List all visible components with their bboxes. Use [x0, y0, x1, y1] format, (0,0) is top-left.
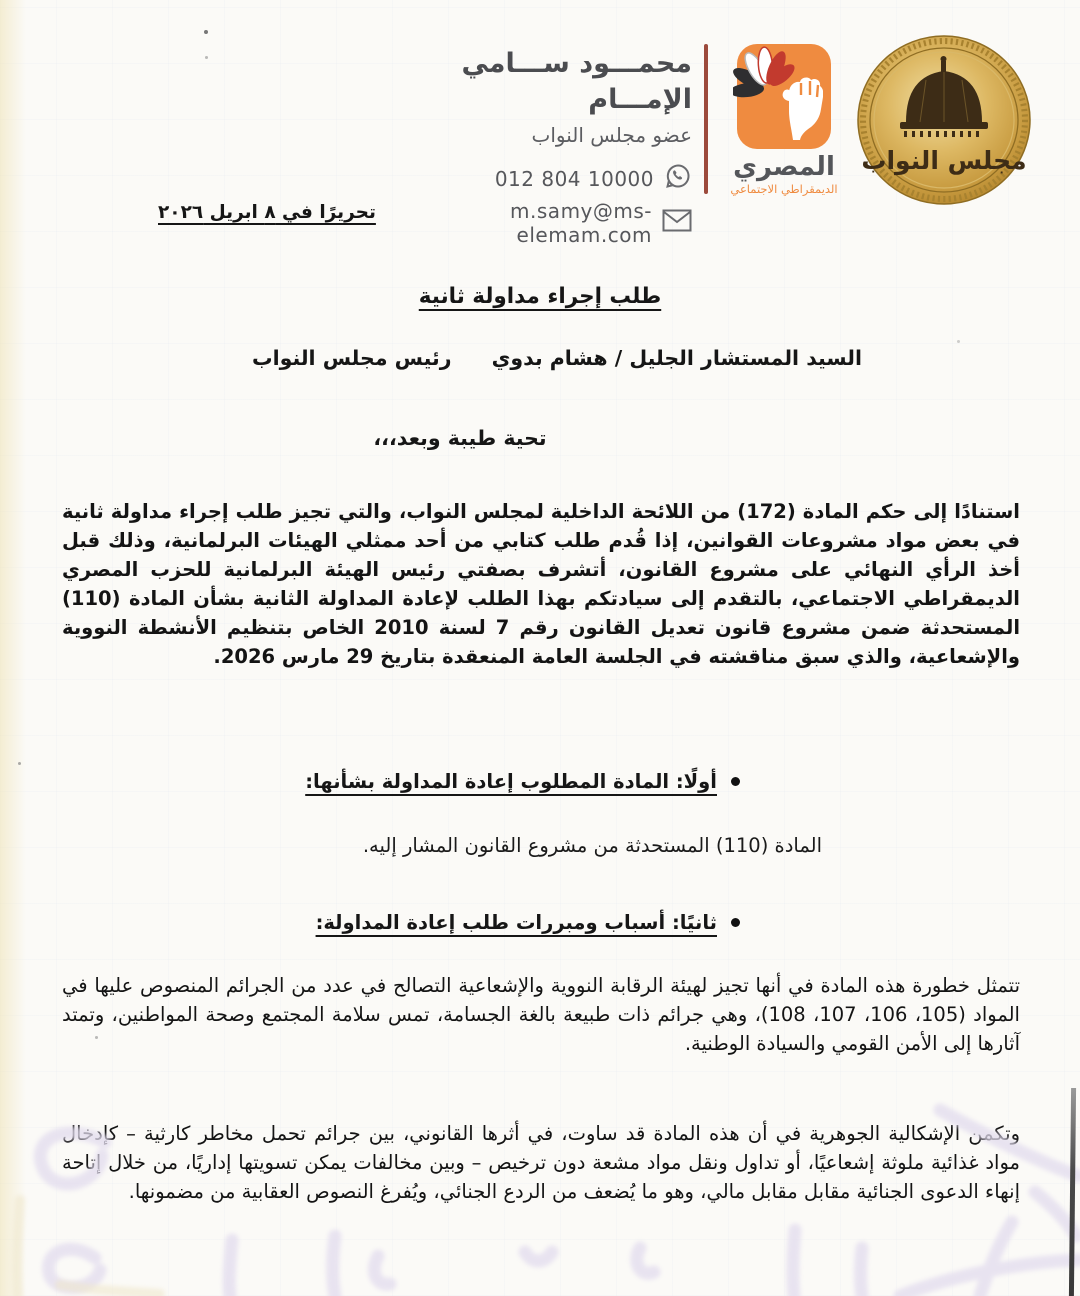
scan-speck — [957, 340, 960, 343]
party-name: المصري — [733, 152, 835, 182]
date-line: تحريرًا في ٨ ابريل ٢٠٢٦ — [158, 202, 376, 223]
letterhead-divider-line — [704, 44, 708, 194]
section-2-paragraph-1: تتمثل خطورة هذه المادة في أنها تجيز لهيئة الرقابة النووية والإشعاعية التصالح في عدد من الجرائم المنصوص عليها في المواد (105، 106، 107، 108)، وهي جرائم ذات طبيعة بالغة الجسامة، تمس سلامة المجتمع وصحة المواطنين، وتمتد آثارها إلى الأمن القومي والسيادة الوطنية. — [62, 974, 1020, 1055]
phone-row — [495, 162, 692, 195]
greeting-line: تحية طيبة وبعد،،، — [373, 426, 547, 450]
scan-page-edge-shadow — [1069, 1088, 1076, 1296]
recipient-name: السيد المستشار الجليل / هشام بدوي — [491, 346, 862, 370]
party-subtitle: الديمقراطي الاجتماعي — [730, 182, 838, 196]
whatsapp-icon — [664, 162, 692, 195]
scan-speck — [18, 762, 21, 765]
scan-speck — [205, 56, 208, 59]
letterhead-member-block — [380, 46, 692, 247]
fist-icon — [771, 67, 823, 145]
scan-left-edge-tint — [0, 0, 26, 1296]
seal-text: مجلس النواب — [861, 146, 1027, 175]
document-title: طلب إجراء مداولة ثانية — [418, 284, 662, 309]
parliament-seal — [856, 34, 1032, 206]
section-2-paragraph-2: وتكمن الإشكالية الجوهرية في أن هذه المادة قد ساوت، في أثرها القانوني، بين جرائم تحمل مخاطر كارثية – كإدخال مواد غذائية ملوثة إشعاعيًا، أو تداول ونقل مواد مشعة دون ترخيص – وبين مخالفات يمكن تسويتها إداريًا، من خلال إتاحة إنهاء الدعوى الجنائية مقابل مقابل مالي، وهو ما يُضعف من الردع الجنائي، ويُفرغ النصوص العقابية من مضمونها. — [62, 1122, 1020, 1203]
party-emblem — [737, 44, 831, 149]
section-1-body: المادة (110) المستحدثة من مشروع القانون المشار إليه. — [362, 834, 822, 857]
member-name: محمـــود ســـامي الإمـــام — [461, 48, 692, 115]
contact-block — [380, 162, 692, 247]
section-2-heading: ثانيًا: أسباب ومبررات طلب إعادة المداولة: — [316, 911, 740, 934]
bullet-icon — [731, 918, 740, 927]
recipient-role: رئيس مجلس النواب — [252, 346, 452, 370]
scan-speck — [204, 30, 208, 34]
email-row — [380, 199, 692, 247]
phone-number: 012 804 10000 — [494, 166, 654, 191]
intro-paragraph: استنادًا إلى حكم المادة (172) من اللائحة الداخلية لمجلس النواب، والتي تجيز طلب إجراء مداولة ثانية في بعض مواد مشروعات القوانين، إذا قُدم طلب كتابي من أحد ممثلي الهيئات البرلمانية، وذلك قبل أخذ الرأي النهائي على مشروع القانون، أتشرف بصفتي رئيس الهيئة البرلمانية للحزب المصري الديمقراطي الاجتماعي، بالتقدم إلى سيادتكم بهذا الطلب لإعادة المداولة الثانية بشأن المادة (110) المستحدثة ضمن مشروع قانون تعديل القانون رقم 7 لسنة 2010 الخاص بتنظيم الأنشطة النووية والإشعاعية، والذي سبق مناقشته في الجلسة العامة المنعقدة بتاريخ 29 مارس 2026. — [62, 500, 1021, 668]
addressee-row — [252, 346, 862, 370]
member-role: عضو مجلس النواب — [531, 123, 692, 147]
email-icon — [662, 209, 692, 237]
bullet-icon — [731, 777, 740, 786]
section-1-heading: أولًا: المادة المطلوب إعادة المداولة بشأنها: — [305, 770, 740, 793]
email-address: m.samy@ms-elemam.com — [510, 199, 652, 247]
party-logo — [728, 40, 840, 196]
